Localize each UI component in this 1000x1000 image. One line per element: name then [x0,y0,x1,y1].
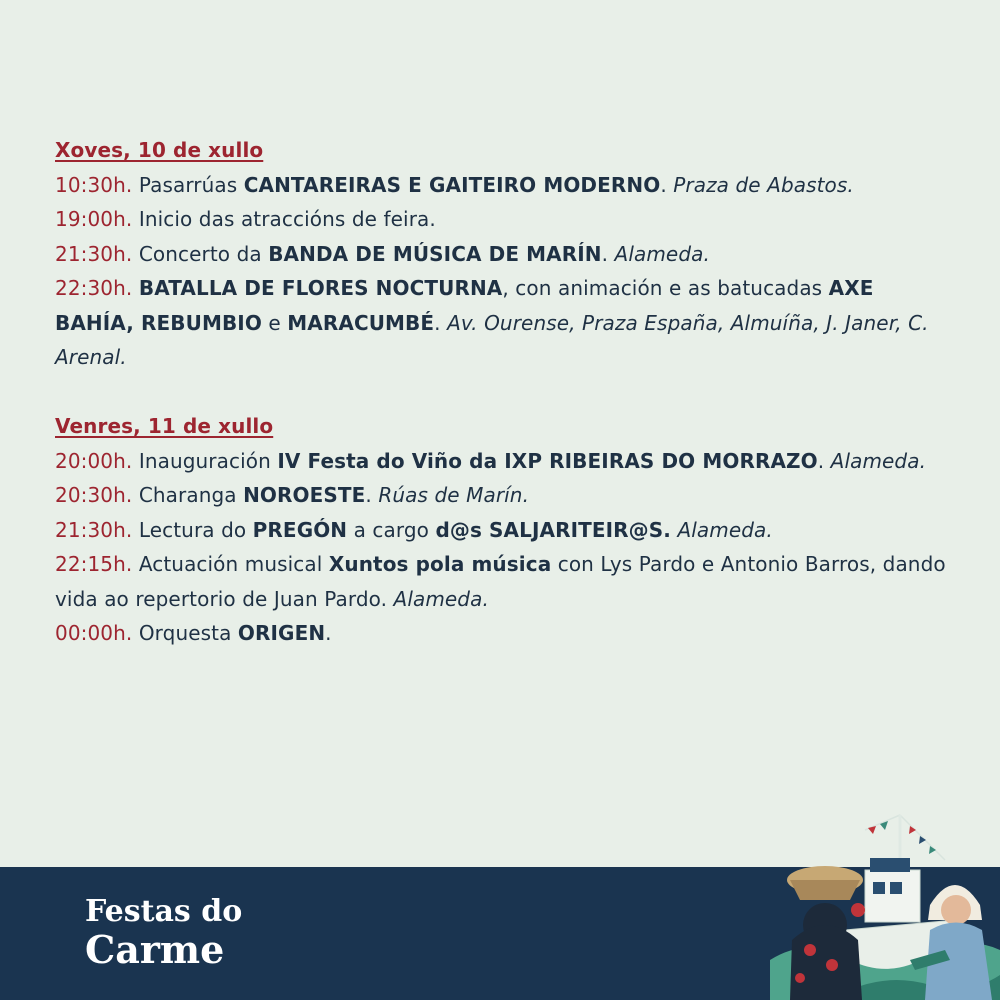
event-text: , con animación e as batucadas [502,276,829,300]
event-highlight: AXE BAHÍA, REBUMBIO [55,276,874,335]
event-time: 20:30h. [55,483,133,507]
event-item [55,547,955,616]
event-location: Alameda. [830,448,927,473]
logo-line-2: Carme [85,927,225,972]
event-item [55,237,955,272]
event-location: Rúas de Marín. [378,483,530,507]
event-time: 19:00h. [55,207,133,231]
festival-illustration-icon [770,810,1000,1000]
day-title: Xoves, 10 de xullo [55,138,264,162]
day-block-2 [55,409,955,651]
event-highlight: d@s SALJARITEIR@S. [435,517,671,542]
bunting-flags-icon [865,815,945,860]
festival-logo [85,893,243,972]
event-item [55,168,955,203]
event-text: . [660,172,674,197]
event-highlight: Xuntos pola música [328,552,552,576]
event-list [55,444,955,651]
event-text: . [434,310,448,335]
event-time: 10:30h. [55,172,133,197]
event-text: e [261,310,288,335]
event-highlight: PREGÓN [252,517,348,542]
event-text: . [325,621,332,645]
event-highlight: BANDA DE MÚSICA DE MARÍN [268,241,602,266]
event-highlight: BATALLA DE FLORES NOCTURNA [138,276,503,300]
event-time: 00:00h. [55,621,133,645]
event-item [55,513,955,548]
event-highlight: CANTAREIRAS E GAITEIRO MODERNO [243,172,661,197]
event-item [55,478,955,513]
event-text: Orquesta [132,621,238,645]
logo-line-1: Festas do [85,894,243,929]
event-time: 20:00h. [55,448,133,473]
event-highlight: ORIGEN [237,621,326,645]
event-text: Inauguración [132,448,278,473]
event-highlight: IV Festa do Viño da IXP RIBEIRAS DO MORRAZO [277,448,818,473]
event-text: Pasarrúas [132,172,244,197]
event-location: Alameda. [393,586,489,611]
event-time: 22:30h. [55,276,133,300]
event-text: . [365,483,379,507]
day-block-1 [55,133,955,375]
day-title: Venres, 11 de xullo [55,414,274,438]
event-text: a cargo [347,517,436,542]
event-text: . [601,241,615,266]
program-content [55,133,955,685]
event-time: 21:30h. [55,517,133,542]
event-text: Actuación musical [132,552,329,576]
event-location: Alameda. [614,241,710,266]
event-item [55,271,955,375]
event-text: Charanga [132,483,244,507]
event-item [55,202,955,237]
event-item [55,616,955,651]
event-list [55,168,955,375]
event-text: con Lys Pardo e Antonio Barros, dando vida ao repertorio de Juan Pardo. [55,552,946,611]
event-text: . [817,448,831,473]
event-item [55,444,955,479]
event-text: Lectura do [132,517,253,542]
event-location: Av. Ourense, Praza España, Almuíña, J. Janer, C. Arenal. [55,310,929,369]
event-text: Inicio das atraccións de feira. [132,207,436,231]
event-time: 22:15h. [55,552,133,576]
event-location: Praza de Abastos. [673,172,854,197]
event-highlight: MARACUMBÉ [287,310,435,335]
event-time: 21:30h. [55,241,133,266]
event-location: Alameda. [677,517,773,542]
event-highlight: NOROESTE [243,483,366,507]
event-text: Concerto da [132,241,269,266]
